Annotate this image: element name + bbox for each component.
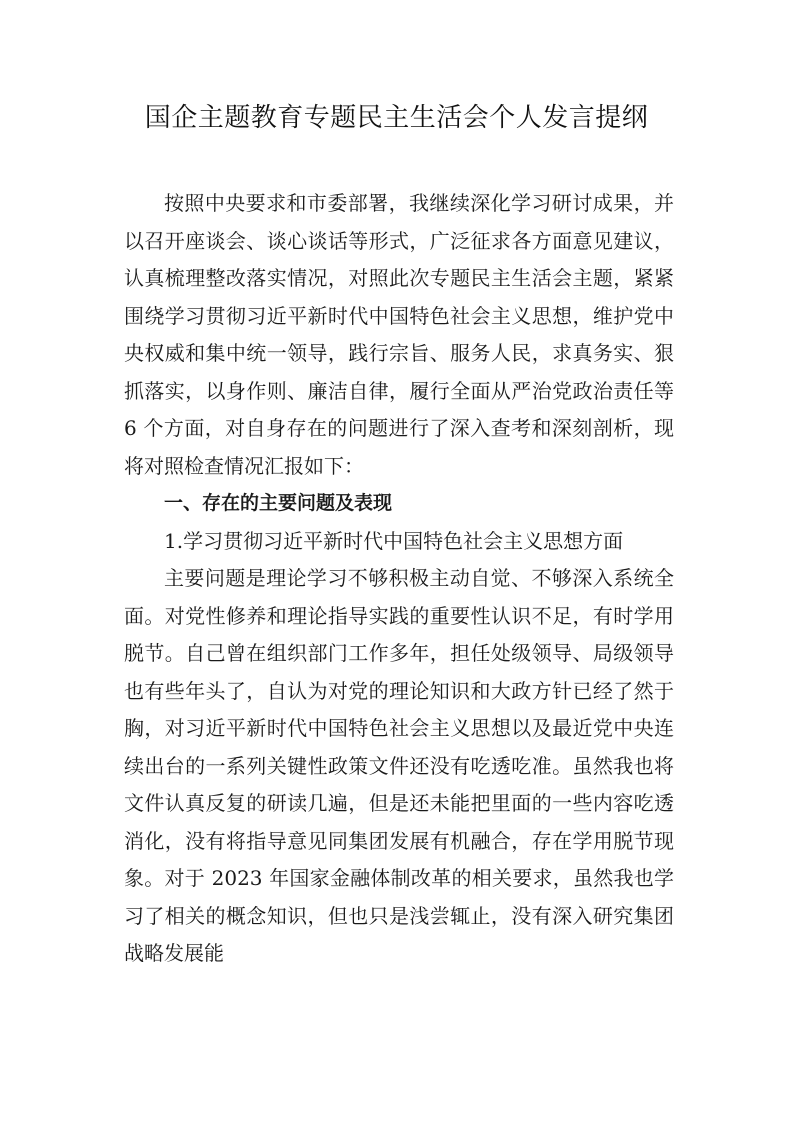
- body-paragraph: 主要问题是理论学习不够积极主动自觉、不够深入系统全面。对党性修养和理论指导实践的重要性认识不足，有时学用脱节。自己曾在组织部门工作多年，担任处级领导、局级领导也有些年头了，自认为对党的理论知识和大政方针已经了然于胸，对习近平新时代中国特色社会主义思想以及最近党中央连续出台的一系列关键性政策文件还没有吃透吃准。虽然我也将文件认真反复的研读几遍，但是还未能把里面的一些内容吃透消化，没有将指导意见同集团发展有机融合，存在学用脱节现象。对于 2023 年国家金融体制改革的相关要求，虽然我也学习了相关的概念知识，但也只是浅尝辄止，没有深入研究集团战略发展能: [124, 566, 674, 965]
- document-title: 国企主题教育专题民主生活会个人发言提纲: [144, 103, 649, 133]
- section-heading: 一、存在的主要问题及表现: [164, 492, 393, 514]
- intro-paragraph: 按照中央要求和市委部署，我继续深化学习研讨成果，并以召开座谈会、谈心谈话等形式，广泛征求各方面意见建议，认真梳理整改落实情况，对照此次专题民主生活会主题，紧紧围绕学习贯彻习近平新时代中国特色社会主义思想，维护党中央权威和集中统一领导，践行宗旨、服务人民，求真务实、狠抓落实，以身作则、廉洁自律，履行全面从严治党政治责任等 6 个方面，对自身存在的问题进行了深入查考和深刻剖析，现将对照检查情况汇报如下：: [124, 191, 674, 478]
- document-body: [124, 185, 674, 973]
- subsection-heading: 1.学习贯彻习近平新时代中国特色社会主义思想方面: [164, 528, 624, 553]
